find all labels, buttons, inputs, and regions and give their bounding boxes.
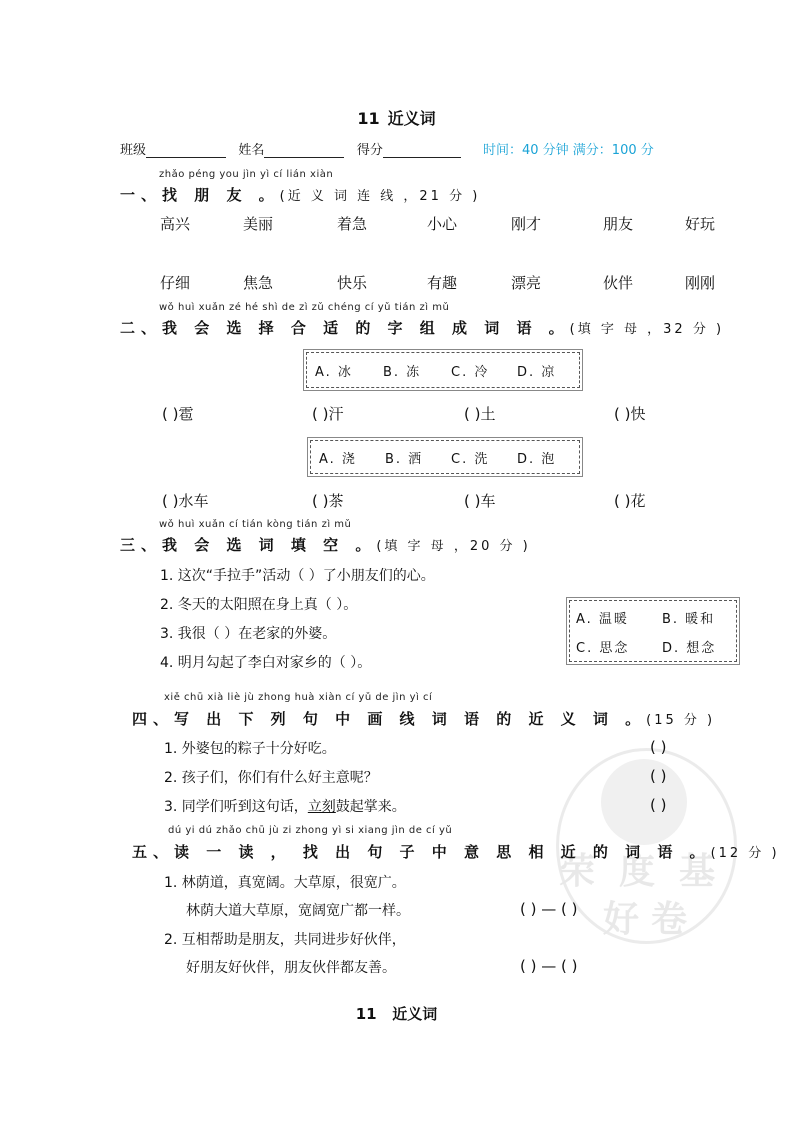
s5-item-1b: 林荫大道大草原，宽阔宽广都一样。 <box>186 903 410 919</box>
s4-answer-1[interactable]: ( ) <box>650 738 667 756</box>
s1-word-10[interactable]: 快乐 <box>337 274 368 292</box>
s1-word-6[interactable]: 朋友 <box>603 215 634 233</box>
s1-word-4[interactable]: 小心 <box>427 215 458 233</box>
watermark-logo: 荣 度 基 好 卷 <box>556 748 737 944</box>
s2-q7[interactable]: ( )车 <box>464 492 496 510</box>
s1-word-5[interactable]: 刚才 <box>511 215 542 233</box>
s5-heading <box>132 841 780 862</box>
s5-title: 五、读 一 读 ， 找 出 句 子 中 意 思 相 近 的 词 语 。 <box>132 843 711 861</box>
s3-pinyin: wǒ huì xuǎn cí tián kòng tián zì mǔ <box>159 519 352 530</box>
class-field[interactable] <box>146 143 226 158</box>
s1-word-2[interactable]: 美丽 <box>243 215 274 233</box>
s1-word-12[interactable]: 漂亮 <box>511 274 542 292</box>
s4-answer-2[interactable]: ( ) <box>650 767 667 785</box>
s2-q4[interactable]: ( )快 <box>614 405 646 423</box>
mascot-icon <box>601 759 687 845</box>
s1-word-13[interactable]: 伙伴 <box>603 274 634 292</box>
footer-text: 近义词 <box>392 1005 438 1023</box>
s2-box1-option-b: B. 冻 <box>383 365 422 380</box>
s3-item-2[interactable]: 2. 冬天的太阳照在身上真（ ）。 <box>160 597 358 613</box>
s2-options-box-2 <box>310 440 580 474</box>
s2-box1-option-c: C. 冷 <box>451 365 490 380</box>
s4-answer-3[interactable]: ( ) <box>650 796 667 814</box>
s5-item-1a: 1. 林荫道，真宽阔。大草原，很宽广。 <box>164 875 406 891</box>
s2-options-box-1 <box>306 352 580 388</box>
s2-box2-option-a: A. 浇 <box>319 452 357 467</box>
s2-box2-option-c: C. 洗 <box>451 452 490 467</box>
s1-note: (近 义 词 连 线 ，21 分 ) <box>279 189 481 204</box>
s2-box1-option-a: A. 冰 <box>315 365 353 380</box>
s2-note: (填 字 母 ，32 分 ) <box>569 322 725 337</box>
s2-box2-option-b: B. 洒 <box>385 452 424 467</box>
s3-title: 三、我 会 选 词 填 空 。 <box>120 536 377 554</box>
s5-answer-1[interactable]: ( ) — ( ) <box>520 900 578 918</box>
s1-word-8[interactable]: 仔细 <box>160 274 191 292</box>
score-field[interactable] <box>383 143 461 158</box>
s3-option-d: D. 想念 <box>662 641 717 656</box>
s5-answer-2[interactable]: ( ) — ( ) <box>520 957 578 975</box>
time-score-meta: 时间：40 分钟 满分：100 分 <box>483 143 654 158</box>
s2-box1-option-d: D. 凉 <box>517 365 557 380</box>
s3-option-c: C. 思念 <box>576 641 630 656</box>
page-title <box>0 106 793 129</box>
lesson-number: 11 <box>357 109 380 128</box>
s2-q1[interactable]: ( )雹 <box>162 405 194 423</box>
s1-word-9[interactable]: 焦急 <box>243 274 274 292</box>
s1-word-3[interactable]: 着急 <box>337 215 368 233</box>
class-label: 班级 <box>120 143 147 158</box>
s3-heading <box>120 534 531 555</box>
s1-word-7[interactable]: 好玩 <box>685 215 716 233</box>
s2-q3[interactable]: ( )土 <box>464 405 496 423</box>
s4-title: 四、写 出 下 列 句 中 画 线 词 语 的 近 义 词 。 <box>132 710 647 728</box>
s3-item-3[interactable]: 3. 我很（ ）在老家的外婆。 <box>160 626 337 642</box>
s2-box2-option-d: D. 泡 <box>517 452 557 467</box>
s5-pinyin: dú yi dú zhǎo chū jù zi zhong yì si xiang jìn de cí yǔ <box>168 825 453 836</box>
s1-word-11[interactable]: 有趣 <box>427 274 458 292</box>
s1-heading <box>120 184 480 205</box>
s1-title: 一、找 朋 友 。 <box>120 186 280 204</box>
s2-pinyin: wǒ huì xuǎn zé hé shì de zì zǔ chéng cí yǔ tián zì mǔ <box>159 302 450 313</box>
s4-item-1: 1. 外婆包的粽子十分好吃。 <box>164 741 336 757</box>
s4-pinyin: xiě chū xià liè jù zhong huà xiàn cí yǔ de jìn yì cí <box>164 692 433 703</box>
s1-word-1[interactable]: 高兴 <box>160 215 191 233</box>
s1-word-14[interactable]: 刚刚 <box>685 274 716 292</box>
score-label: 得分 <box>356 143 383 158</box>
s3-option-a: A. 温暖 <box>576 612 629 627</box>
s3-option-b: B. 暖和 <box>662 612 716 627</box>
s2-heading <box>120 317 724 338</box>
s1-pinyin: zhǎo péng you jìn yì cí lián xiàn <box>159 169 334 180</box>
footer-number: 11 <box>355 1005 377 1023</box>
s2-q8[interactable]: ( )花 <box>614 492 646 510</box>
s4-note: (15 分 ) <box>646 713 716 728</box>
underlined-word: 立刻 <box>307 799 336 815</box>
s5-note: (12 分 ) <box>710 846 780 861</box>
s2-q5[interactable]: ( )水车 <box>162 492 209 510</box>
info-line <box>120 139 654 158</box>
s4-heading <box>132 708 715 729</box>
s5-item-2b: 好朋友好伙伴，朋友伙伴都友善。 <box>186 960 396 976</box>
s3-options-box <box>569 600 737 662</box>
s2-q6[interactable]: ( )茶 <box>312 492 344 510</box>
lesson-title: 近义词 <box>387 109 436 128</box>
s4-item-3: 3. 同学们听到这句话，立刻鼓起掌来。 <box>164 799 406 815</box>
s2-q2[interactable]: ( )汗 <box>312 405 344 423</box>
s2-title: 二、我 会 选 择 合 适 的 字 组 成 词 语 。 <box>120 319 570 337</box>
s4-item-2: 2. 孩子们，你们有什么好主意呢？ <box>164 770 378 786</box>
s3-item-1[interactable]: 1. 这次“手拉手”活动（ ）了小朋友们的心。 <box>160 568 435 584</box>
s3-item-4[interactable]: 4. 明月勾起了李白对家乡的（ ）。 <box>160 655 372 671</box>
name-label: 姓名 <box>238 143 265 158</box>
name-field[interactable] <box>264 143 344 158</box>
s5-item-2a: 2. 互相帮助是朋友，共同进步好伙伴， <box>164 932 406 948</box>
footer-title <box>0 1003 793 1024</box>
s3-note: (填 字 母 ，20 分 ) <box>376 539 531 554</box>
